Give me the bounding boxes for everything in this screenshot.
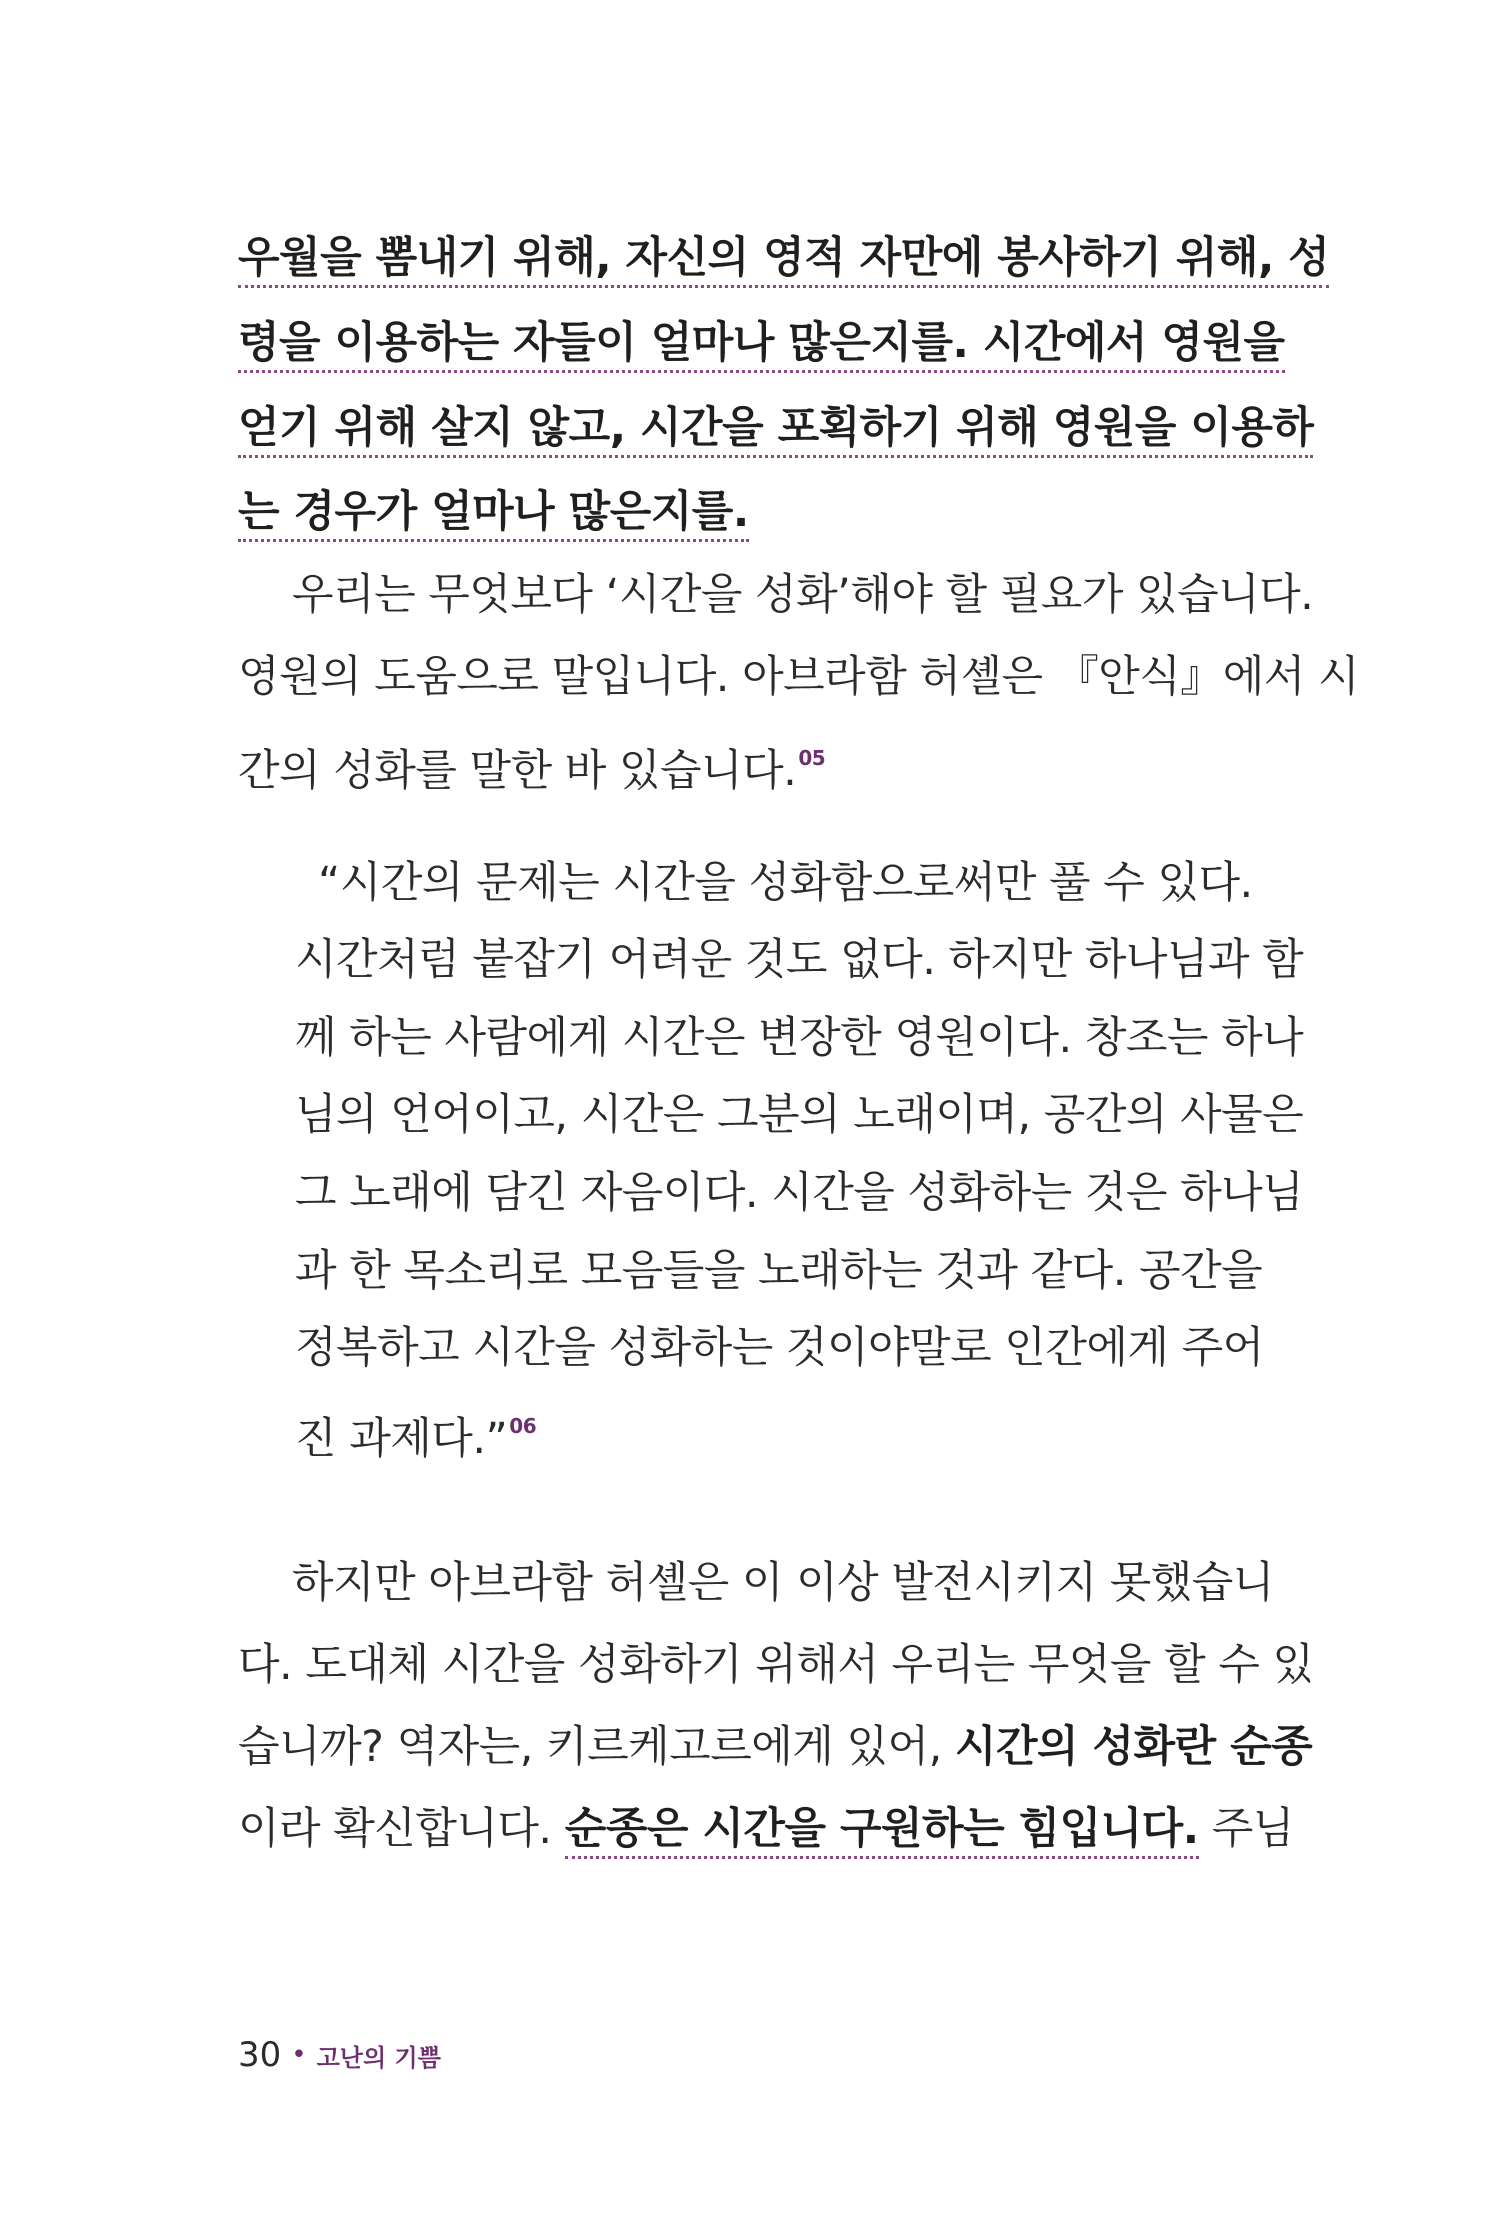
footnote-marker: 05	[798, 746, 826, 770]
page-number: 30	[238, 2035, 282, 2075]
text-line: 하지만 아브라함 허셸은 이 이상 발전시키지 못했습니	[292, 1558, 1274, 1608]
text-line: 간의 성화를 말한 바 있습니다. $^{05}$	[238, 746, 826, 796]
book-title: 고난의 기쁨	[316, 2044, 441, 2072]
text-line: 영원의 도움으로 말입니다. 아브라함 허셸은 『안식』에서 시	[238, 652, 1360, 702]
text-line: 는 경우가 얼마나 많은지를.	[238, 482, 1202, 542]
quote-line: 정복하고 시간을 성화하는 것이야말로 인간에게 주어	[295, 1323, 1264, 1373]
quote-line: 그 노래에 담긴 자음이다. 시간을 성화하는 것은 하나님	[295, 1168, 1304, 1218]
text-line: 얻기 위해 살지 않고, 시간을 포획하기 위해 영원을 이용하	[238, 398, 1202, 458]
text-line: 습니까? 역자는, 키르케고르에게 있어, 시간의 성화란 순종	[238, 1722, 1313, 1772]
quote-line: 께 하는 사람에게 시간은 변장한 영원이다. 창조는 하나	[295, 1013, 1304, 1063]
text-line: 이라 확신합니다. 순종은 시간을 구원하는 힘입니다. 주님	[238, 1799, 1202, 1859]
quote-line: 진 과제다.” $^{06}$	[295, 1414, 537, 1464]
text-line: 다. 도대체 시간을 성화하기 위해서 우리는 무엇을 할 수 있	[238, 1640, 1314, 1690]
text-line: 우월을 뽐내기 위해, 자신의 영적 자만에 봉사하기 위해, 성	[238, 228, 1202, 288]
text-line: 우리는 무엇보다 ‘시간을 성화’해야 할 필요가 있습니다.	[292, 570, 1314, 620]
page-footer	[238, 2035, 441, 2078]
bold-phrase: 시간의 성화란 순종	[954, 1722, 1313, 1772]
quote-line: 시간처럼 붙잡기 어려운 것도 없다. 하지만 하나님과 함	[295, 935, 1304, 985]
quote-line: “시간의 문제는 시간을 성화함으로써만 풀 수 있다.	[318, 858, 1253, 908]
separator-dot: •	[291, 2040, 307, 2070]
text-line: 령을 이용하는 자들이 얼마나 많은지를. 시간에서 영원을	[238, 313, 1202, 373]
footnote-marker: 06	[509, 1414, 537, 1438]
underlined-bold-phrase: 순종은 시간을 구원하는 힘입니다.	[565, 1804, 1199, 1859]
quote-line: 님의 언어이고, 시간은 그분의 노래이며, 공간의 사물은	[295, 1090, 1304, 1140]
quote-line: 과 한 목소리로 모음들을 노래하는 것과 같다. 공간을	[295, 1246, 1263, 1296]
